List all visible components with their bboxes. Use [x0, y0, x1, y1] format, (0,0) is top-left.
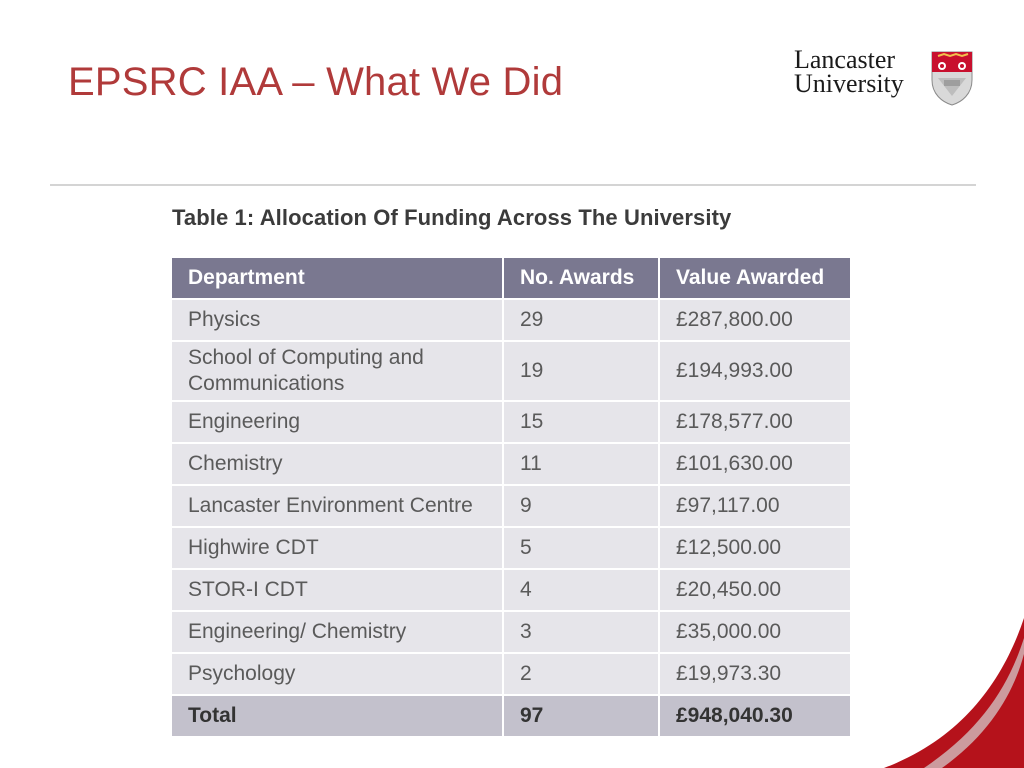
- table-row: [171, 569, 851, 611]
- cell-awards: 11: [503, 443, 659, 485]
- cell-awards: 4: [503, 569, 659, 611]
- cell-value: £287,800.00: [659, 299, 851, 341]
- table-row: [171, 443, 851, 485]
- divider-line: [50, 184, 976, 186]
- cell-value: £20,450.00: [659, 569, 851, 611]
- cell-department: Psychology: [171, 653, 503, 695]
- cell-value: £101,630.00: [659, 443, 851, 485]
- header-department: Department: [171, 257, 503, 299]
- cell-department: STOR-I CDT: [171, 569, 503, 611]
- cell-awards: 15: [503, 401, 659, 443]
- cell-department: Lancaster Environment Centre: [171, 485, 503, 527]
- cell-value: £35,000.00: [659, 611, 851, 653]
- cell-value: £178,577.00: [659, 401, 851, 443]
- table-caption: Table 1: Allocation Of Funding Across The University: [172, 205, 732, 230]
- cell-department: Chemistry: [171, 443, 503, 485]
- table-row: [171, 341, 851, 401]
- header-awards: No. Awards: [503, 257, 659, 299]
- table-row: [171, 299, 851, 341]
- total-awards: 97: [503, 695, 659, 737]
- cell-department: Physics: [171, 299, 503, 341]
- cell-department: School of Computing and Communications: [171, 341, 503, 401]
- cell-value: £194,993.00: [659, 341, 851, 401]
- table-row: [171, 401, 851, 443]
- cell-awards: 2: [503, 653, 659, 695]
- cell-awards: 3: [503, 611, 659, 653]
- crest-icon: [930, 50, 974, 106]
- cell-value: £12,500.00: [659, 527, 851, 569]
- table-row: [171, 653, 851, 695]
- red-corner-decoration: [884, 618, 1024, 768]
- total-label: Total: [171, 695, 503, 737]
- logo-line-2: University: [794, 69, 904, 98]
- table-total-row: [171, 695, 851, 737]
- total-value: £948,040.30: [659, 695, 851, 737]
- cell-department: Engineering: [171, 401, 503, 443]
- table-row: [171, 527, 851, 569]
- header-value: Value Awarded: [659, 257, 851, 299]
- table-row: [171, 611, 851, 653]
- cell-department: Engineering/ Chemistry: [171, 611, 503, 653]
- cell-awards: 19: [503, 341, 659, 401]
- table-header-row: [171, 257, 851, 299]
- cell-value: £97,117.00: [659, 485, 851, 527]
- cell-department: Highwire CDT: [171, 527, 503, 569]
- funding-table: [170, 256, 852, 738]
- logo-line-1: Lancaster: [794, 45, 896, 74]
- cell-awards: 29: [503, 299, 659, 341]
- cell-value: £19,973.30: [659, 653, 851, 695]
- cell-awards: 5: [503, 527, 659, 569]
- university-logo: [794, 45, 978, 108]
- table-row: [171, 485, 851, 527]
- slide-title: EPSRC IAA – What We Did: [68, 60, 564, 104]
- cell-awards: 9: [503, 485, 659, 527]
